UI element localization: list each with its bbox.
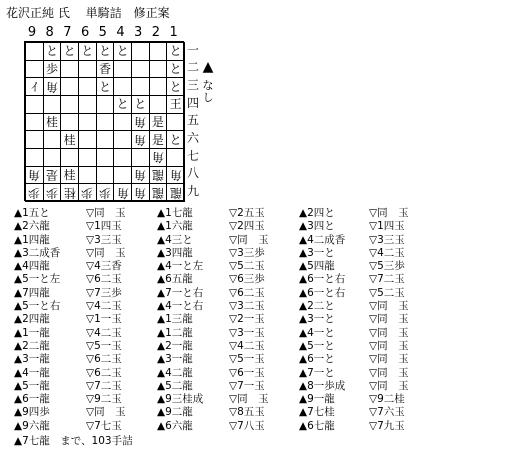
- move-entry: ▲1一龍: [14, 326, 50, 339]
- move-entry: ▽9二桂: [369, 393, 405, 406]
- move-entry: ▲3一と: [299, 313, 335, 326]
- shogi-piece: 王: [169, 97, 182, 112]
- move-entry: ▽同 玉: [86, 246, 126, 259]
- move-entry: ▲4一と: [299, 326, 335, 339]
- move-entry: ▽7二玉: [369, 273, 405, 286]
- board-square: [113, 113, 132, 132]
- move-entry: ▽同 玉: [369, 339, 409, 352]
- shogi-piece: 角: [45, 79, 58, 94]
- board-square: [96, 60, 115, 79]
- move-entry: ▽2五玉: [229, 207, 265, 219]
- move-row: [14, 234, 504, 247]
- column-labels: [24, 25, 184, 41]
- board-square: [131, 183, 150, 202]
- board-square: [113, 42, 132, 61]
- solution-footer: ▲7七龍 まで、103手詰: [14, 435, 133, 447]
- shogi-piece: と: [63, 44, 76, 59]
- board-square: [113, 166, 132, 185]
- shogi-piece: 角: [151, 150, 164, 165]
- shogi-piece: 角: [134, 185, 147, 200]
- move-entry: ▲5一と左: [14, 273, 61, 286]
- shogi-board: [24, 41, 184, 201]
- board-square: [131, 113, 150, 132]
- shogi-piece: 桂: [63, 167, 76, 182]
- move-row: [14, 367, 504, 380]
- move-entry: ▽5二玉: [369, 286, 405, 299]
- move-entry: ▲5一と: [299, 339, 335, 352]
- hand-none-label: [200, 80, 216, 104]
- shogi-piece: 龍: [169, 185, 182, 200]
- board-square: [113, 60, 132, 79]
- row-label: 六: [186, 131, 199, 145]
- shogi-piece: 角: [28, 167, 41, 182]
- move-entry: ▲3一と: [299, 246, 335, 259]
- move-entry: ▲2四龍: [14, 313, 50, 326]
- board-square: [131, 42, 150, 61]
- shogi-piece: と: [98, 44, 111, 59]
- board-square: [25, 77, 44, 96]
- column-label: 5: [98, 25, 107, 40]
- shogi-piece: と: [81, 44, 94, 59]
- move-entry: ▽同 玉: [86, 207, 126, 219]
- move-entry: ▽3一玉: [229, 326, 265, 339]
- move-entry: ▲2四と: [299, 207, 335, 219]
- board-square: [78, 130, 97, 149]
- board-square: [131, 166, 150, 185]
- move-entry: ▲3四龍: [157, 246, 193, 259]
- board-square: [149, 113, 168, 132]
- board-square: [166, 166, 185, 185]
- board-square: [60, 183, 79, 202]
- move-entry: ▲7四龍: [14, 286, 50, 299]
- move-entry: ▽3三玉: [86, 233, 122, 246]
- move-entry: ▽7一玉: [229, 379, 265, 392]
- board-square: [43, 77, 62, 96]
- board-square: [166, 130, 185, 149]
- shogi-piece: 桂: [63, 132, 76, 147]
- move-row: [14, 207, 504, 220]
- board-square: [43, 148, 62, 167]
- move-entry: ▲2二龍: [14, 339, 50, 352]
- move-entry: ▽7七玉: [86, 419, 122, 432]
- board-square: [96, 95, 115, 114]
- board-square: [96, 77, 115, 96]
- move-entry: ▲4二成香: [299, 233, 346, 246]
- board-square: [60, 95, 79, 114]
- board-square: [78, 42, 97, 61]
- move-entry: ▲6七龍: [299, 419, 335, 432]
- move-row: [14, 247, 504, 260]
- board-square: [43, 95, 62, 114]
- shogi-piece: 香: [98, 61, 111, 76]
- move-entry: ▲5二龍: [157, 379, 193, 392]
- move-row: [14, 340, 504, 353]
- column-label: 1: [169, 25, 178, 40]
- move-entry: ▽6二玉: [86, 366, 122, 379]
- move-entry: ▲9二龍: [157, 406, 193, 419]
- board-square: [96, 130, 115, 149]
- move-entry: ▽4三香: [86, 260, 122, 273]
- move-entry: ▲4四龍: [14, 260, 50, 273]
- shogi-piece: 角: [134, 132, 147, 147]
- move-entry: ▲6一と右: [299, 286, 346, 299]
- board-square: [166, 183, 185, 202]
- move-entry: ▲2二と: [299, 300, 335, 313]
- board-square: [131, 60, 150, 79]
- sente-marker-icon: ▲: [202, 59, 214, 75]
- board-square: [113, 148, 132, 167]
- shogi-piece: と: [116, 97, 129, 112]
- move-entry: ▲9六龍: [14, 419, 50, 432]
- board-square: [25, 60, 44, 79]
- board-square: [131, 130, 150, 149]
- move-entry: ▽同 玉: [369, 313, 409, 326]
- shogi-piece: 是: [45, 167, 58, 182]
- shogi-piece: と: [169, 132, 182, 147]
- board-square: [96, 148, 115, 167]
- shogi-piece: 桂: [63, 185, 76, 200]
- board-square: [78, 77, 97, 96]
- move-entry: ▽1四玉: [86, 220, 122, 233]
- board-square: [149, 148, 168, 167]
- move-entry: ▽1一玉: [86, 313, 122, 326]
- board-square: [166, 60, 185, 79]
- board-square: [60, 148, 79, 167]
- board-square: [149, 130, 168, 149]
- column-label: 8: [45, 25, 54, 40]
- board-square: [96, 166, 115, 185]
- move-entry: ▲6五龍: [157, 273, 193, 286]
- move-entry: ▲4一と右: [157, 300, 204, 313]
- board-square: [60, 77, 79, 96]
- move-row: [14, 393, 504, 406]
- shogi-piece: 桂: [45, 114, 58, 129]
- shogi-piece: 歩: [98, 185, 111, 200]
- move-entry: ▲6六龍: [157, 419, 193, 432]
- board-square: [113, 77, 132, 96]
- move-entry: ▽4二玉: [86, 326, 122, 339]
- move-entry: ▲7一と: [299, 366, 335, 379]
- board-square: [60, 60, 79, 79]
- board-square: [149, 166, 168, 185]
- move-entry: ▽2一玉: [229, 313, 265, 326]
- board-square: [149, 95, 168, 114]
- board-square: [166, 42, 185, 61]
- move-entry: ▲2六龍: [14, 220, 50, 233]
- move-entry: ▲5一と右: [14, 300, 61, 313]
- board-square: [43, 166, 62, 185]
- move-entry: ▲6一と: [299, 353, 335, 366]
- move-entry: ▲1六龍: [157, 220, 193, 233]
- board-square: [149, 183, 168, 202]
- row-labels: [184, 41, 200, 201]
- board-square: [131, 95, 150, 114]
- board-square: [113, 130, 132, 149]
- shogi-piece: と: [116, 44, 129, 59]
- move-entry: ▲3一龍: [157, 353, 193, 366]
- column-label: 4: [116, 25, 125, 40]
- shogi-piece: と: [98, 79, 111, 94]
- move-entry: ▲3二成香: [14, 246, 61, 259]
- move-entry: ▽7二玉: [86, 379, 122, 392]
- shogi-piece: 龍: [151, 185, 164, 200]
- column-label: 6: [80, 25, 90, 40]
- move-entry: ▽同 玉: [369, 379, 409, 392]
- move-entry: ▽同 玉: [369, 326, 409, 339]
- move-entry: ▲4一と左: [157, 260, 204, 273]
- move-entry: ▲4二龍: [157, 366, 193, 379]
- board-square: [78, 166, 97, 185]
- column-label: 9: [27, 25, 37, 40]
- board-square: [60, 113, 79, 132]
- move-entry: ▽8五玉: [229, 406, 265, 419]
- move-row: [14, 420, 504, 433]
- move-entry: ▽6一玉: [229, 366, 265, 379]
- shogi-piece: と: [169, 44, 182, 59]
- move-row: [14, 273, 504, 286]
- shogi-piece: ｲ: [31, 79, 38, 94]
- board-square: [43, 183, 62, 202]
- move-entry: ▽6二玉: [229, 286, 265, 299]
- move-entry: ▽1四玉: [369, 220, 405, 233]
- shogi-piece: 角: [169, 167, 182, 182]
- board-square: [113, 183, 132, 202]
- board-square: [25, 166, 44, 185]
- move-entry: ▽4二玉: [369, 246, 405, 259]
- shogi-piece: と: [169, 61, 182, 76]
- row-label: 八: [186, 166, 199, 181]
- shogi-piece: 龍: [151, 167, 164, 182]
- move-row: [14, 353, 504, 366]
- move-entry: ▲9一龍: [299, 393, 335, 406]
- move-entry: ▽同 玉: [369, 366, 409, 379]
- board-square: [25, 42, 44, 61]
- row-label: 九: [186, 184, 199, 199]
- move-row: [14, 287, 504, 300]
- board-square: [43, 130, 62, 149]
- move-entry: ▽9二玉: [86, 393, 122, 406]
- move-entry: ▽同 玉: [369, 300, 409, 313]
- pieces-in-hand: [200, 60, 216, 104]
- move-entry: ▽同 玉: [229, 233, 269, 246]
- board-square: [96, 183, 115, 202]
- move-entry: ▽同 玉: [229, 393, 269, 406]
- move-entry: ▽同 玉: [369, 353, 409, 366]
- move-entry: ▽6三歩: [229, 273, 265, 286]
- move-entry: ▽3三玉: [369, 233, 405, 246]
- move-row: [14, 380, 504, 393]
- move-row: [14, 327, 504, 340]
- board-square: [25, 183, 44, 202]
- move-entry: ▲1三龍: [157, 313, 193, 326]
- board-square: [43, 113, 62, 132]
- move-entry: ▽3二玉: [229, 300, 265, 313]
- hand-none-char: し: [202, 91, 214, 104]
- row-label: 四: [186, 95, 199, 110]
- move-entry: ▲6一と右: [299, 273, 346, 286]
- move-entry: ▲4三と: [157, 233, 193, 246]
- move-entry: ▽6二玉: [86, 273, 122, 286]
- column-label: 2: [151, 25, 161, 40]
- move-entry: ▲7一と右: [157, 286, 204, 299]
- move-entry: ▽7九玉: [369, 419, 405, 432]
- move-entry: ▲1五と: [14, 207, 50, 219]
- move-entry: ▲8一歩成: [299, 379, 346, 392]
- board-square: [149, 42, 168, 61]
- shogi-piece: と: [45, 44, 58, 59]
- row-label: 五: [186, 113, 199, 128]
- column-label: 3: [134, 25, 143, 40]
- board-square: [60, 130, 79, 149]
- shogi-piece: と: [169, 79, 182, 94]
- move-entry: ▽5一玉: [86, 339, 122, 352]
- shogi-piece: 角: [134, 114, 147, 129]
- board-square: [25, 148, 44, 167]
- move-entry: ▽7六玉: [369, 406, 405, 419]
- row-label: 二: [186, 60, 199, 75]
- move-entry: ▲4一龍: [14, 366, 50, 379]
- board-square: [96, 42, 115, 61]
- move-entry: ▲9三桂成: [157, 393, 204, 406]
- board-square: [113, 95, 132, 114]
- row-label: 一: [186, 42, 199, 57]
- board-square: [131, 77, 150, 96]
- move-entry: ▽同 玉: [86, 406, 126, 419]
- move-entry: ▲3四と: [299, 220, 335, 233]
- shogi-piece: 是: [151, 132, 164, 147]
- move-entry: ▽7八玉: [229, 419, 265, 432]
- shogi-piece: と: [134, 97, 147, 112]
- board-square: [60, 166, 79, 185]
- move-entry: ▲3一龍: [14, 353, 50, 366]
- move-entry: ▲6一龍: [14, 393, 50, 406]
- shogi-piece: 是: [151, 114, 164, 129]
- move-entry: ▽6二玉: [86, 353, 122, 366]
- board-square: [78, 113, 97, 132]
- board-square: [131, 148, 150, 167]
- shogi-piece: 角: [116, 185, 129, 200]
- board-square: [78, 148, 97, 167]
- move-entry: ▲1四龍: [14, 233, 50, 246]
- row-label: 三: [186, 77, 199, 92]
- move-entry: ▽3三歩: [229, 246, 265, 259]
- shogi-piece: 歩: [28, 185, 41, 200]
- move-row: [14, 313, 504, 326]
- hand-none-char: な: [202, 79, 214, 92]
- column-label: 7: [63, 25, 72, 40]
- board-square: [166, 113, 185, 132]
- move-entry: ▽5三歩: [369, 260, 405, 273]
- move-entry: ▲9四歩: [14, 406, 50, 419]
- board-square: [149, 77, 168, 96]
- board-square: [25, 113, 44, 132]
- move-entry: ▽4二玉: [229, 339, 265, 352]
- shogi-piece: 歩: [45, 61, 58, 76]
- board-square: [78, 183, 97, 202]
- move-list: [14, 207, 504, 433]
- move-row: [14, 406, 504, 419]
- shogi-piece: 歩: [45, 185, 58, 200]
- move-row: [14, 300, 504, 313]
- move-row: [14, 220, 504, 233]
- move-entry: ▲5四龍: [299, 260, 335, 273]
- move-entry: ▽5二玉: [229, 260, 265, 273]
- board-square: [78, 60, 97, 79]
- board-square: [166, 95, 185, 114]
- board-square: [96, 113, 115, 132]
- puzzle-title: 花沢正純 氏 単騎詰 修正案: [6, 6, 170, 20]
- move-entry: ▽同 玉: [369, 207, 409, 219]
- move-entry: ▽4二玉: [86, 300, 122, 313]
- board-square: [60, 42, 79, 61]
- move-entry: ▲1七龍: [157, 207, 193, 219]
- move-entry: ▽2四玉: [229, 220, 265, 233]
- move-row: [14, 260, 504, 273]
- shogi-piece: 角: [134, 167, 147, 182]
- board-square: [43, 42, 62, 61]
- board-square: [166, 148, 185, 167]
- board-square: [25, 130, 44, 149]
- board-square: [25, 95, 44, 114]
- board-square: [149, 60, 168, 79]
- move-entry: ▲7七桂: [299, 406, 335, 419]
- move-entry: ▲1二龍: [157, 326, 193, 339]
- board-square: [166, 77, 185, 96]
- move-entry: ▽7三歩: [86, 286, 122, 299]
- shogi-piece: 歩: [81, 185, 94, 200]
- move-entry: ▲5一龍: [14, 379, 50, 392]
- board-square: [78, 95, 97, 114]
- move-entry: ▲2一龍: [157, 339, 193, 352]
- board-square: [43, 60, 62, 79]
- row-label: 七: [186, 148, 199, 163]
- move-entry: ▽5一玉: [229, 353, 265, 366]
